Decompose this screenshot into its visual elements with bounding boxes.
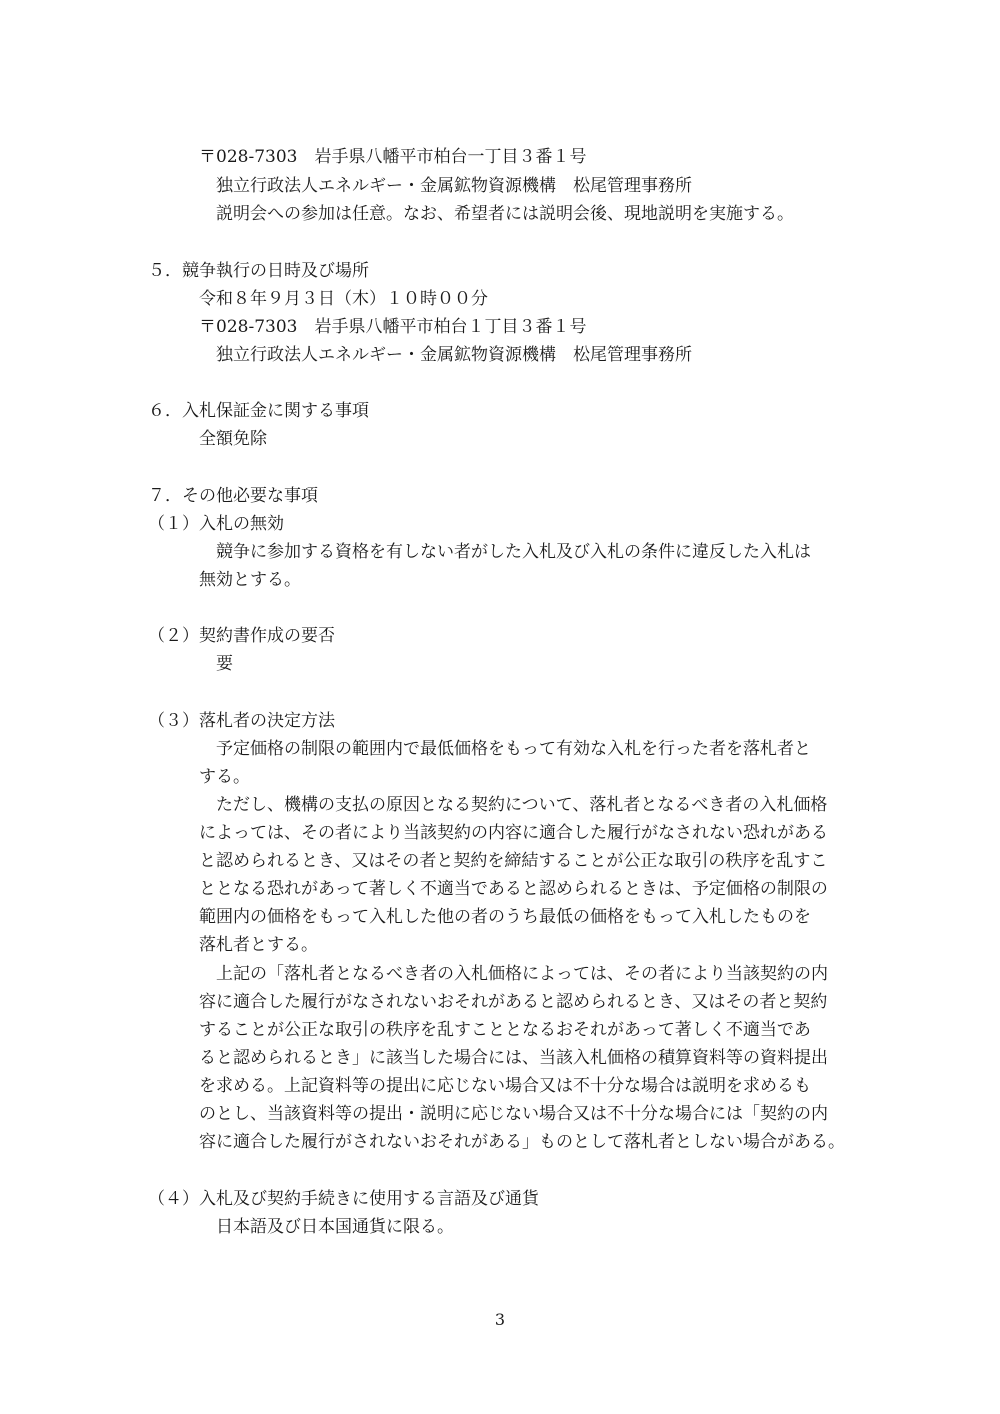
subsection-3-heading: （３）落札者の決定方法 bbox=[148, 711, 335, 731]
section-5-datetime: 令和８年９月３日（木）１０時００分 bbox=[199, 289, 488, 309]
subsection-3-line: 容に適合した履行がされないおそれがある」ものとして落札者としない場合がある。 bbox=[199, 1132, 845, 1152]
section-5-address: 〒028-7303 岩手県八幡平市柏台１丁目３番１号 bbox=[199, 317, 587, 337]
subsection-3-line: 範囲内の価格をもって入札した他の者のうち最低の価格をもって入札したものを bbox=[199, 907, 811, 927]
subsection-3-line: と認められるとき、又はその者と契約を締結することが公正な取引の秩序を乱すこ bbox=[199, 851, 828, 871]
subsection-3-line: のとし、当該資料等の提出・説明に応じない場合又は不十分な場合には「契約の内 bbox=[199, 1104, 828, 1124]
section-5-heading: ５．競争執行の日時及び場所 bbox=[148, 261, 369, 281]
subsection-3-line: によっては、その者により当該契約の内容に適合した履行がなされない恐れがある bbox=[199, 823, 828, 843]
subsection-1-line: 競争に参加する資格を有しない者がした入札及び入札の条件に違反した入札は bbox=[216, 542, 811, 562]
subsection-3-line: ただし、機構の支払の原因となる契約について、落札者となるべき者の入札価格 bbox=[216, 795, 828, 815]
subsection-3-line: ると認められるとき」に該当した場合には、当該入札価格の積算資料等の資料提出 bbox=[199, 1048, 828, 1068]
subsection-3-line: を求める。上記資料等の提出に応じない場合又は不十分な場合は説明を求めるも bbox=[199, 1076, 811, 1096]
section-6-heading: ６．入札保証金に関する事項 bbox=[148, 401, 369, 421]
subsection-3-line: 予定価格の制限の範囲内で最低価格をもって有効な入札を行った者を落札者と bbox=[216, 739, 811, 759]
briefing-note: 説明会への参加は任意。なお、希望者には説明会後、現地説明を実施する。 bbox=[216, 204, 794, 224]
subsection-4-body: 日本語及び日本国通貨に限る。 bbox=[216, 1217, 454, 1237]
section-7-heading: ７．その他必要な事項 bbox=[148, 486, 318, 506]
subsection-3-line: 落札者とする。 bbox=[199, 935, 318, 955]
subsection-3-line: することが公正な取引の秩序を乱すこととなるおそれがあって著しく不適当であ bbox=[199, 1020, 811, 1040]
address-line: 〒028-7303 岩手県八幡平市柏台一丁目３番１号 bbox=[199, 147, 587, 167]
subsection-2-heading: （２）契約書作成の要否 bbox=[148, 626, 335, 646]
page-number: 3 bbox=[494, 1310, 506, 1329]
section-6-body: 全額免除 bbox=[199, 429, 267, 449]
subsection-3-line: 上記の「落札者となるべき者の入札価格によっては、その者により当該契約の内 bbox=[216, 964, 828, 984]
subsection-1-heading: （１）入札の無効 bbox=[148, 514, 284, 534]
organization-line: 独立行政法人エネルギー・金属鉱物資源機構 松尾管理事務所 bbox=[216, 176, 692, 196]
subsection-2-body: 要 bbox=[216, 654, 233, 674]
subsection-1-line: 無効とする。 bbox=[199, 570, 301, 590]
subsection-3-line: 容に適合した履行がなされないおそれがあると認められるとき、又はその者と契約 bbox=[199, 992, 828, 1012]
subsection-3-line: する。 bbox=[199, 767, 250, 787]
section-5-organization: 独立行政法人エネルギー・金属鉱物資源機構 松尾管理事務所 bbox=[216, 345, 692, 365]
subsection-3-line: ととなる恐れがあって著しく不適当であると認められるときは、予定価格の制限の bbox=[199, 879, 828, 899]
subsection-4-heading: （４）入札及び契約手続きに使用する言語及び通貨 bbox=[148, 1189, 539, 1209]
